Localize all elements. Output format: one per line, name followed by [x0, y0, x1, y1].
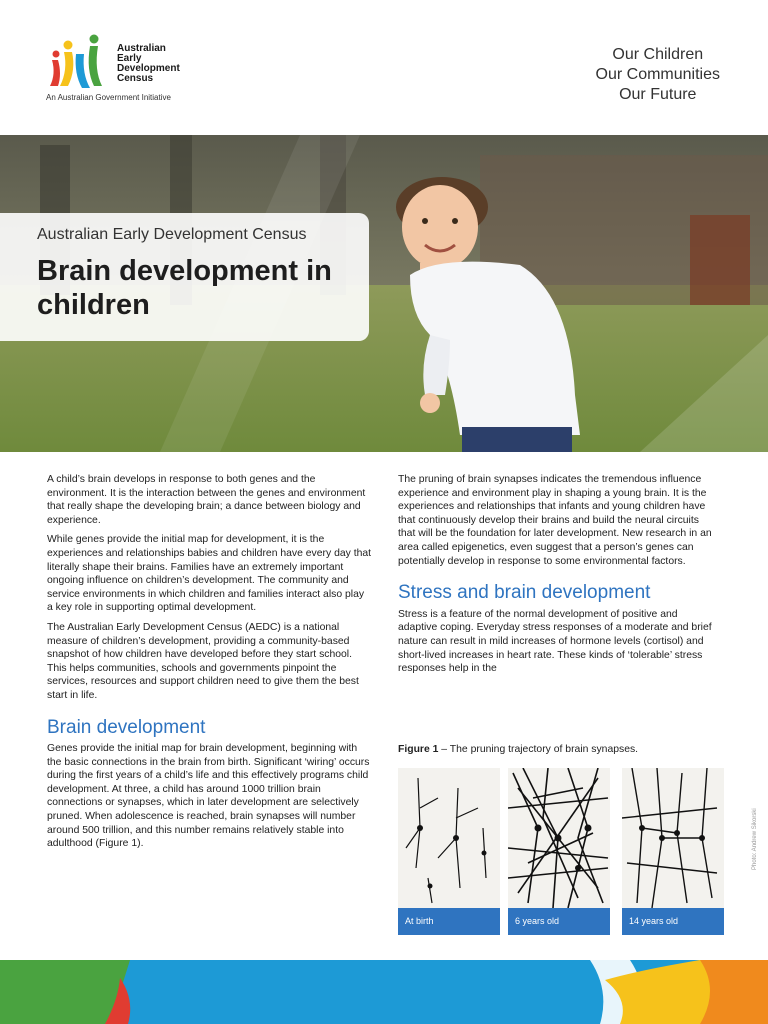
- figure-panel-14-years: [622, 768, 724, 935]
- footer-colour-band: [0, 960, 768, 1024]
- section-heading-stress: Stress and brain development: [398, 582, 651, 604]
- paragraph: While genes provide the initial map for development, it is the experiences and relationships babies and children have every day that literally shape their brains. Families have an extremely important ongoing influence on children’s development. The community and service environments in which children and families interact also play a key role in supporting optimal development.: [47, 534, 372, 614]
- tagline-line: Our Children: [612, 46, 704, 63]
- paragraph: A child’s brain develops in response to both genes and the environment. It is the interaction between the genes and environment that really shape the developing brain; a dance between biology and experience.: [47, 474, 366, 526]
- paragraph: Genes provide the initial map for brain development, beginning with the basic connections in the brain from birth. Significant ‘wiring’ occurs during the first years of a child’s life and this effectively programs child development. At three, a child has around 1000 trillion brain connections or synapses, which in later development are selectively pruned. When adolescence is reached, brain synapses will number around 500 trillion, and this number remains relatively stable into adulthood (Figure 1).: [47, 743, 370, 850]
- hero-kicker: Australian Early Development Census: [37, 226, 307, 243]
- logo-line: Early: [117, 53, 142, 64]
- neuron-dense-illustration: [508, 768, 610, 908]
- tagline-line: Our Communities: [595, 66, 720, 83]
- logo-line: Development: [117, 63, 180, 74]
- figure-label: 6 years old: [508, 908, 610, 935]
- figure-caption-number: Figure 1: [398, 744, 439, 755]
- logo-line: Australian: [117, 43, 166, 54]
- tagline-line: Our Future: [619, 86, 697, 103]
- aedc-logo-figures-icon: [46, 34, 116, 94]
- right-column: [398, 473, 718, 682]
- neuron-sparse-illustration: [398, 768, 500, 908]
- figure-panel-birth: [398, 768, 500, 935]
- figure-caption: [398, 744, 638, 755]
- section-heading-brain-development: Brain development: [47, 716, 206, 738]
- paragraph: The pruning of brain synapses indicates the tremendous influence experience and environment play in shaping a young brain. It is the experiences and relationships that infants and young children have that continuously develop their brains and build the neural circuits that will be the foundation for later development. New research in an area called epigenetics, even suggest that a person’s genes can potentially develop in response to some environmental factors.: [398, 474, 712, 567]
- figure-label: 14 years old: [622, 908, 724, 935]
- left-column: [47, 473, 372, 857]
- logo-line: Census: [117, 73, 154, 84]
- logo-subtitle: An Australian Government Initiative: [46, 93, 171, 102]
- figure-label: At birth: [398, 908, 500, 935]
- logo-wordmark: [117, 44, 180, 84]
- photo-credit: Photo: Andrew Sikorski: [752, 808, 758, 870]
- footer-wave-graphic: [0, 960, 768, 1024]
- figure-caption-text: – The pruning trajectory of brain synapses.: [438, 744, 639, 755]
- paragraph: The Australian Early Development Census (AEDC) is a national measure of children’s development, providing a community-based snapshot of how children have developed before they start school. This helps communities, schools and governments pinpoint the services, resources and support children need to give them the best start in life.: [47, 621, 359, 701]
- figure-panel-6-years: [508, 768, 610, 935]
- page-title: Brain development in children: [37, 255, 332, 321]
- tagline: [596, 45, 720, 105]
- paragraph: Stress is a feature of the normal development of positive and adaptive coping. Everyday stress responses of a moderate and brief nature can result in mild increases of hormone levels (cortisol) and short-lived increases in heart rate. These kinds of ‘tolerable’ stress responses help in the: [398, 608, 712, 675]
- neuron-pruned-illustration: [622, 768, 720, 908]
